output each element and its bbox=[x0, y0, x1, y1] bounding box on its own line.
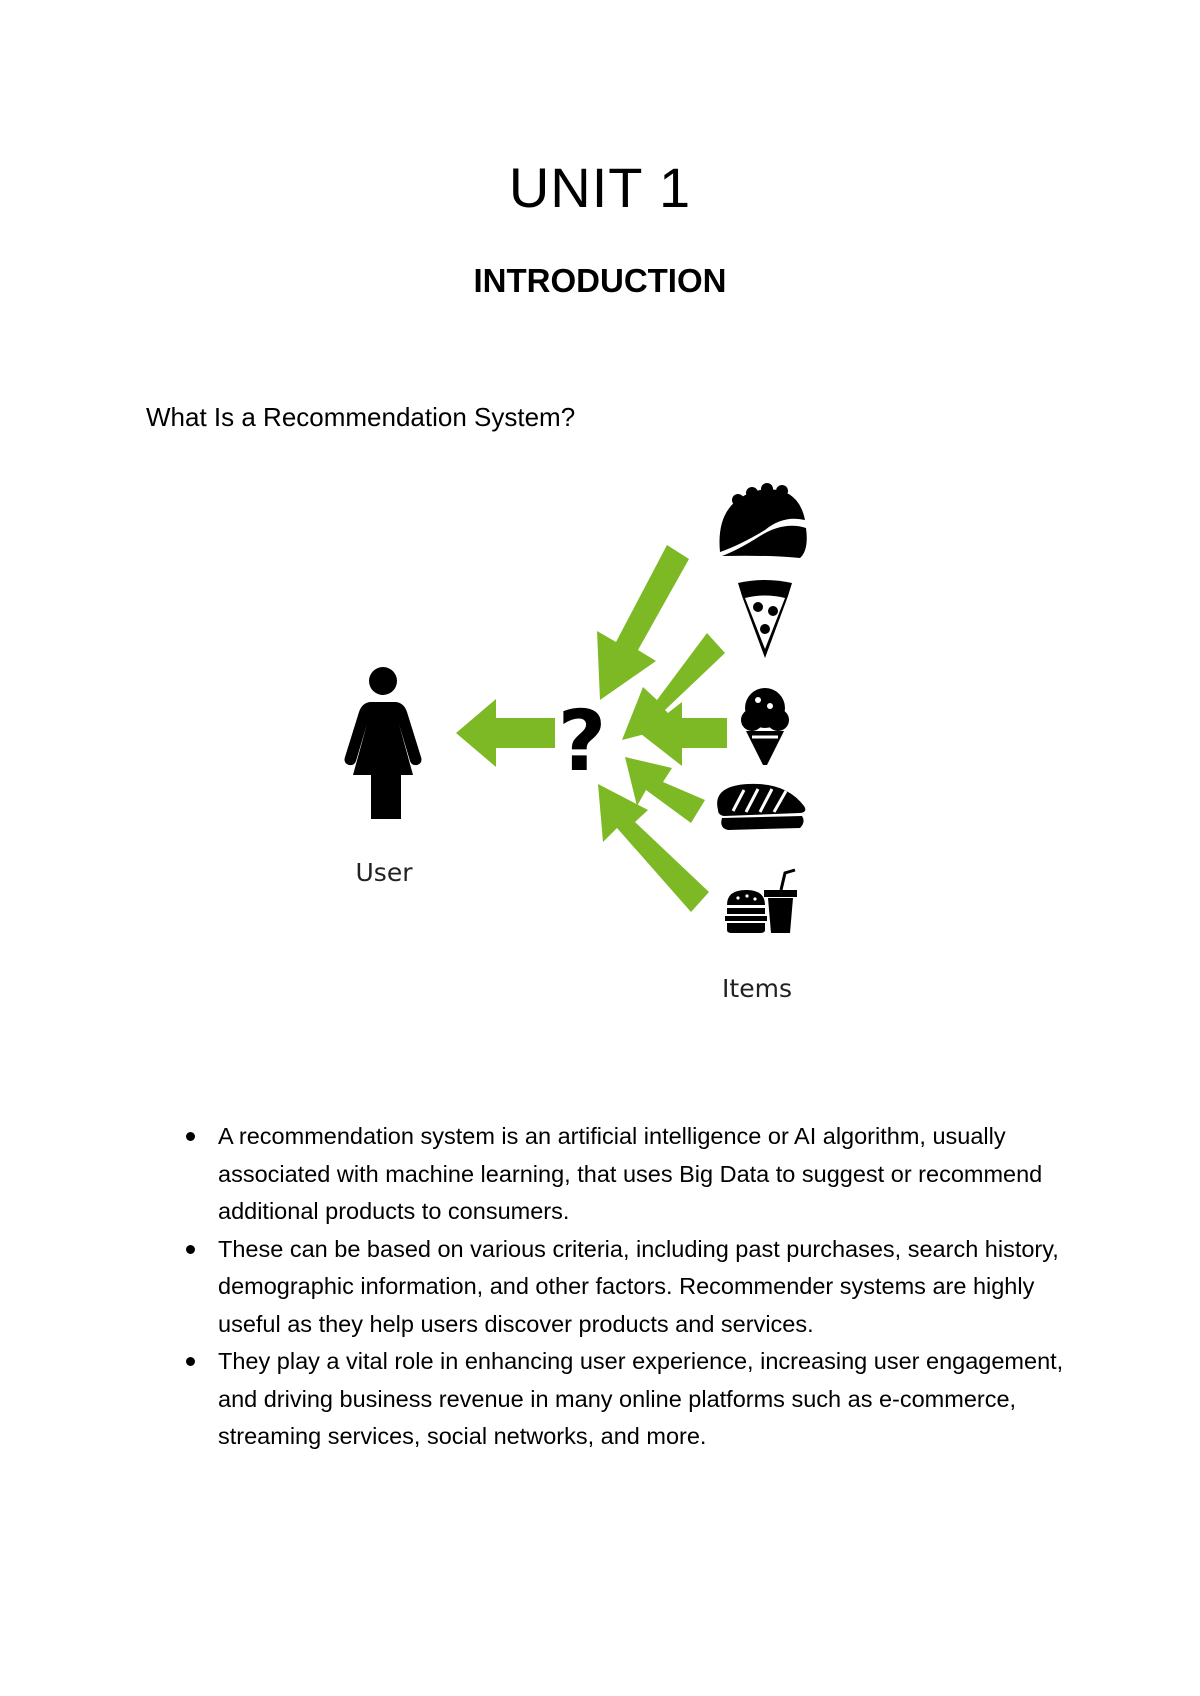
page-title: UNIT 1 bbox=[508, 156, 692, 219]
ice-cream-cone-icon bbox=[741, 688, 789, 765]
bullet-text: They play a vital role in enhancing user experience, increasing user engagement, and driving business revenue in many online platforms such as e-commerce, streaming services, social networks, and more. bbox=[218, 1348, 1064, 1449]
taco-icon bbox=[720, 483, 807, 558]
section-heading: What Is a Recommendation System? bbox=[146, 402, 576, 432]
bullet-dot bbox=[186, 1132, 195, 1141]
bullet-text: These can be based on various criteria, including past purchases, search history, demographic information, and other factors. Recommender systems are highly useful as they help users discover products and services. bbox=[218, 1235, 1059, 1337]
bullet-list bbox=[186, 1118, 1066, 1456]
arrow-to-user bbox=[456, 699, 555, 767]
question-mark: ? bbox=[557, 692, 607, 790]
user-label: User bbox=[355, 858, 413, 887]
sushi-icon bbox=[717, 784, 805, 830]
page-subtitle: INTRODUCTION bbox=[473, 262, 727, 299]
burger-drink-icon bbox=[725, 870, 797, 933]
items-label: Items bbox=[722, 974, 792, 1003]
list-item bbox=[186, 1343, 1066, 1456]
bullet-dot bbox=[186, 1245, 195, 1254]
list-item bbox=[186, 1118, 1066, 1231]
pizza-slice-icon bbox=[738, 580, 792, 658]
bullet-text: A recommendation system is an artificial intelligence or AI algorithm, usually associated with machine learning, that uses Big Data to suggest or recommend additional products to consumers. bbox=[218, 1123, 1043, 1224]
bullet-dot bbox=[186, 1357, 195, 1366]
user-icon bbox=[345, 667, 422, 819]
list-item bbox=[186, 1231, 1066, 1344]
